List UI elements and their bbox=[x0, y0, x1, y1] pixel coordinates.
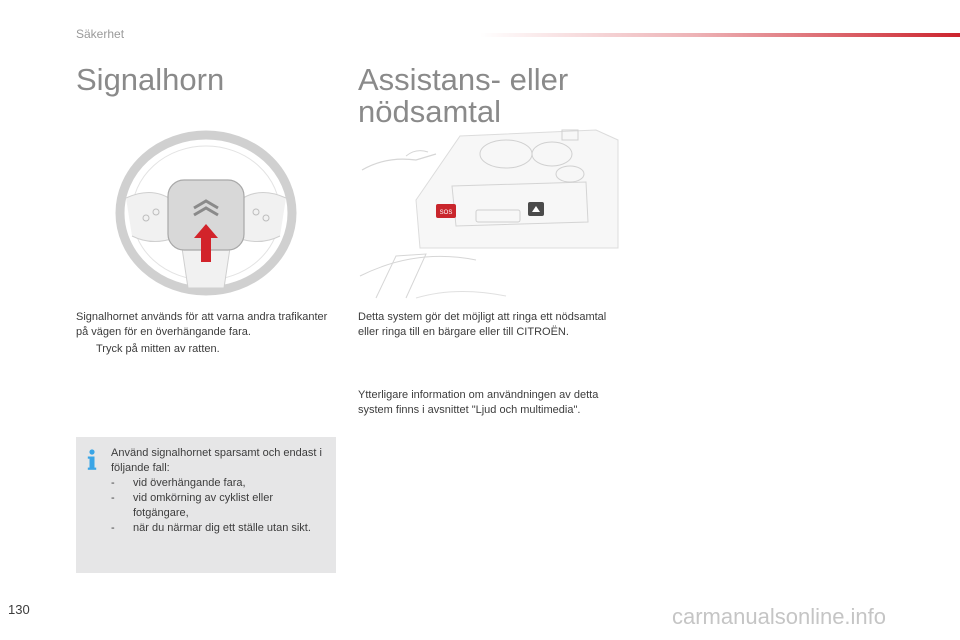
list-item-text: när du närmar dig ett ställe utan sikt. bbox=[133, 522, 311, 534]
list-item bbox=[111, 476, 326, 491]
assistance-title: Assistans- eller nödsamtal bbox=[358, 62, 569, 129]
section-label: Säkerhet bbox=[76, 27, 125, 41]
assistance-more-info: Ytterligare information om användningen av detta system finns i avsnittet "Ljud och multimedia". bbox=[358, 389, 599, 416]
horn-description: Signalhornet används för att varna andra trafikanter på vägen för en överhängande fara. bbox=[76, 311, 328, 338]
roof-console-illustration bbox=[356, 126, 620, 300]
info-note bbox=[76, 437, 336, 573]
assistance-description: Detta system gör det möjligt att ringa ett nödsamtal eller ringa till en bärgare eller till CITROËN. bbox=[358, 311, 607, 338]
horn-instruction bbox=[76, 342, 336, 357]
page-number: 130 bbox=[8, 602, 30, 617]
header-accent-bar bbox=[480, 33, 960, 37]
note-text bbox=[111, 446, 326, 536]
list-item bbox=[111, 491, 326, 521]
steering-wheel-icon bbox=[112, 128, 300, 298]
dash: - bbox=[111, 477, 115, 489]
horn-title: Signalhorn bbox=[76, 62, 225, 97]
horn-step-text: Tryck på mitten av ratten. bbox=[96, 343, 220, 355]
note-intro: Använd signalhornet sparsamt och endast i följande fall: bbox=[111, 447, 322, 474]
dash: - bbox=[111, 492, 115, 504]
list-item-text: vid omkörning av cyklist eller fotgängare, bbox=[133, 492, 273, 519]
assistance-button-icon bbox=[528, 202, 544, 216]
list-item bbox=[111, 521, 326, 536]
list-item-text: vid överhängande fara, bbox=[133, 477, 246, 489]
watermark: carmanualsonline.info bbox=[672, 604, 887, 629]
dash: - bbox=[111, 522, 115, 534]
note-list bbox=[111, 476, 326, 536]
sos-button-icon bbox=[436, 204, 456, 218]
info-icon bbox=[86, 449, 98, 471]
svg-text:SOS: SOS bbox=[439, 210, 453, 216]
